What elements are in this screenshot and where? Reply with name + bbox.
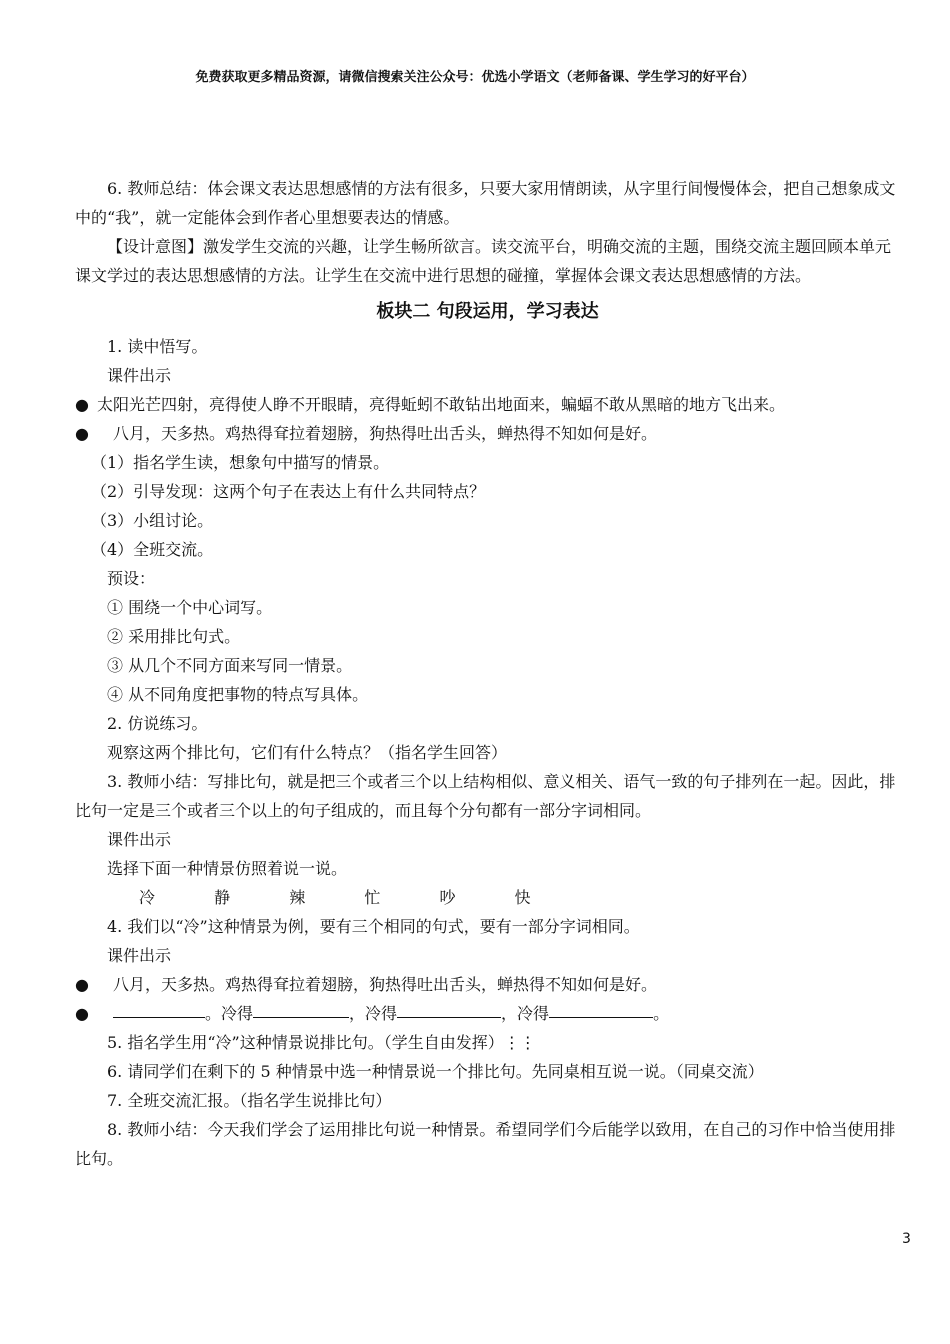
design-intent-paragraph: 【设计意图】激发学生交流的兴趣，让学生畅所欲言。读交流平台，明确交流的主题，围绕交流主题回顾本单元课文学过的表达思想感情的方法。让学生在交流中进行思想的碰撞，掌握体会课文表达思想感情的方法。 bbox=[75, 237, 892, 285]
scene-word: 快 bbox=[514, 888, 531, 907]
example-sentence-1-text: 太阳光芒四射，亮得使人睁不开眼睛，亮得蚯蚓不敢钻出地面来，蝙蝠不敢从黑暗的地方飞出来。 bbox=[97, 395, 786, 414]
template-period: 。 bbox=[205, 1004, 222, 1023]
example-sentence-1 bbox=[75, 390, 900, 419]
template-cold-2: ，冷得 bbox=[349, 1004, 398, 1023]
item-5: 5. 指名学生用“冷”这种情景说排比句。（学生自由发挥）⋮⋮ bbox=[107, 1033, 536, 1052]
fill-blank bbox=[253, 999, 349, 1018]
scene-word-list bbox=[75, 883, 900, 912]
fill-blank bbox=[549, 999, 653, 1018]
step-2: （2）引导发现：这两个句子在表达上有什么共同特点？ bbox=[91, 482, 486, 501]
item-3: 3. 教师小结：写排比句，就是把三个或者三个以上结构相似、意义相关、语气一致的句子排列在一起。因此，排比句一定是三个或者三个以上的句子组成的，而且每个分句都有一部分字词相同。 bbox=[75, 772, 896, 820]
bullet-icon: ● bbox=[75, 395, 89, 414]
item-1: 1. 读中悟写。 bbox=[107, 337, 208, 356]
item-6: 6. 请同学们在剩下的 5 种情景中选一种情景说一个排比句。先同桌相互说一说。（同桌交流） bbox=[107, 1062, 764, 1081]
item-7: 7. 全班交流汇报。（指名学生说排比句） bbox=[107, 1091, 392, 1110]
preset-3: ③ 从几个不同方面来写同一情景。 bbox=[107, 656, 353, 675]
scene-word: 冷 bbox=[139, 888, 156, 907]
preset-2: ② 采用排比句式。 bbox=[107, 627, 241, 646]
choose-scene-instruction: 选择下面一种情景仿照着说一说。 bbox=[107, 859, 348, 878]
bullet-icon: ● bbox=[75, 424, 89, 443]
scene-word: 静 bbox=[214, 888, 231, 907]
document-body bbox=[75, 174, 900, 1173]
header-promo-note: 免费获取更多精品资源，请微信搜索关注公众号：优选小学语文（老师备课、学生学习的好平台） bbox=[195, 70, 755, 85]
courseware-label-3: 课件出示 bbox=[107, 946, 172, 965]
preset-label: 预设： bbox=[107, 569, 156, 588]
fill-blank bbox=[113, 999, 205, 1018]
observe-question: 观察这两个排比句，它们有什么特点？（指名学生回答） bbox=[107, 743, 508, 762]
template-cold-1: 冷得 bbox=[221, 1004, 254, 1023]
scene-word: 辣 bbox=[289, 888, 306, 907]
template-end: 。 bbox=[653, 1004, 670, 1023]
scene-word: 忙 bbox=[364, 888, 381, 907]
teacher-summary-paragraph: 6. 教师总结：体会课文表达思想感情的方法有很多，只要大家用情朗读，从字里行间慢慢体会，把自己想象成文中的“我”，就一定能体会到作者心里想要表达的情感。 bbox=[75, 179, 896, 227]
step-1: （1）指名学生读，想象句中描写的情景。 bbox=[91, 453, 390, 472]
section-heading: 板块二 句段运用，学习表达 bbox=[376, 301, 599, 322]
fill-in-template bbox=[75, 999, 900, 1028]
example-sentence-3-text: 八月，天多热。鸡热得耷拉着翅膀，狗热得吐出舌头，蝉热得不知如何是好。 bbox=[113, 975, 658, 994]
item-8: 8. 教师小结：今天我们学会了运用排比句说一种情景。希望同学们今后能学以致用，在自己的习作中恰当使用排比句。 bbox=[75, 1120, 896, 1168]
item-4: 4. 我们以“冷”这种情景为例，要有三个相同的句式，要有一部分字词相同。 bbox=[107, 917, 640, 936]
example-sentence-3 bbox=[75, 970, 900, 999]
scene-word: 吵 bbox=[439, 888, 456, 907]
bullet-icon: ● bbox=[75, 975, 89, 994]
page-number: 3 bbox=[902, 1231, 911, 1247]
template-cold-3: ，冷得 bbox=[501, 1004, 550, 1023]
courseware-label-2: 课件出示 bbox=[107, 830, 172, 849]
preset-1: ① 围绕一个中心词写。 bbox=[107, 598, 273, 617]
example-sentence-2-text: 八月，天多热。鸡热得耷拉着翅膀，狗热得吐出舌头，蝉热得不知如何是好。 bbox=[113, 424, 658, 443]
example-sentence-2 bbox=[75, 419, 900, 448]
item-2: 2. 仿说练习。 bbox=[107, 714, 208, 733]
bullet-icon: ● bbox=[75, 1004, 89, 1023]
fill-blank bbox=[397, 999, 501, 1018]
preset-4: ④ 从不同角度把事物的特点写具体。 bbox=[107, 685, 369, 704]
step-3: （3）小组讨论。 bbox=[91, 511, 214, 530]
courseware-label-1: 课件出示 bbox=[107, 366, 172, 385]
step-4: （4）全班交流。 bbox=[91, 540, 214, 559]
